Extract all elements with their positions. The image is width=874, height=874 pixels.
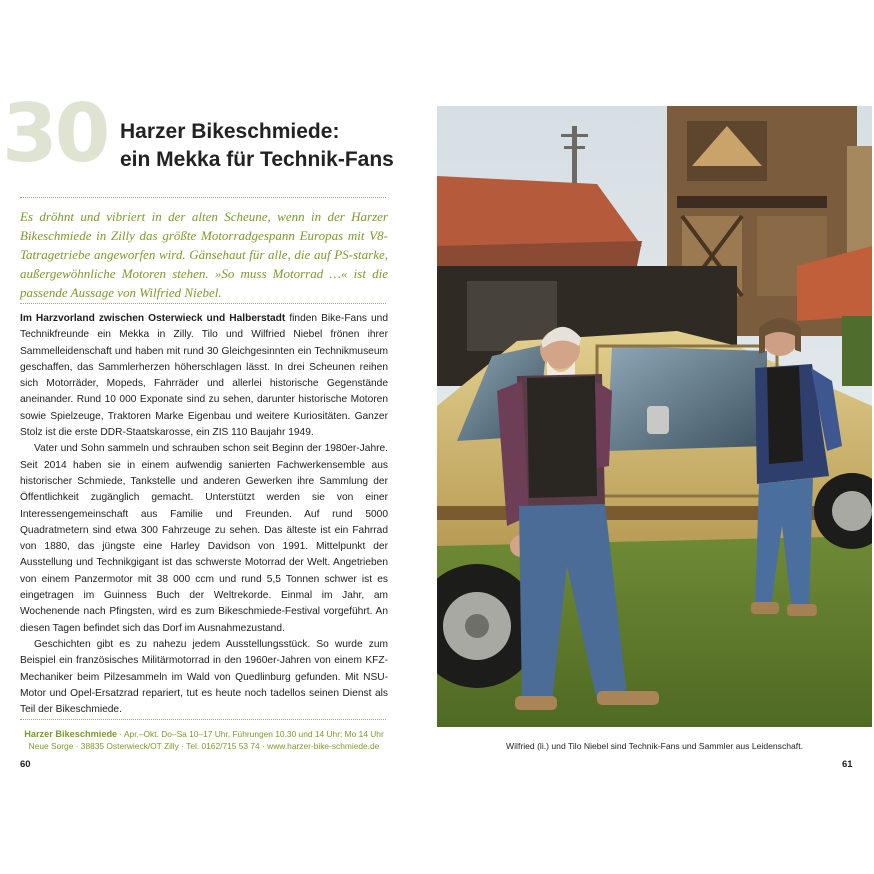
info-separator: · [119,729,122,739]
opening-hours: Apr.–Okt. Do–Sa 10–17 Uhr, Führungen 10.30 und 14 Uhr; Mo 14 Uhr [123,729,384,739]
article-body [20,311,388,718]
photo-caption: Wilfried (li.) und Tilo Niebel sind Technik-Fans und Sammler aus Leidenschaft. [506,741,803,751]
page-title [120,118,400,174]
paragraph-2: Vater und Sohn sammeln und schrauben schon seit Beginn der 1980er-Jahre. Seit 2014 haben sie in einem aufwendig sanierten Fachwerkensemble aus historischer Schmiede, Tankstelle und anderen Gewerken ihre Sammlung der Öffentlichkeit zugänglich gemacht. Unterstützt werden sie von einer Interessengemeinschaft aus Familie und Freunden. Auf rund 5000 Quadratmetern sind etwa 300 Fahrzeuge zu sehen. Das älteste ist ein Fahrrad von 1880, das jüngste eine Harley Davidson von 1991. Mittelpunkt der Ausstellung und Technikgigant ist das schwerste Motorrad der Welt. Angetrieben von einem Panzermotor mit 38 000 ccm und rund 5,5 Tonnen schwer ist es eingetragen im Guinness Buch der Weltrekorde. Einmal im Jahr, am Wochenende nach Pfingsten, wird es zum Bikeschmiede-Festival vorgeführt. An diesen Tagen befindet sich das Dorf im Ausnahmezustand. [20,443,388,634]
venue-address: Neue Sorge · 38835 Osterwieck/OT Zilly · Tel. 0162/715 53 74 · www.harzer-bike-schmiede.de [28,741,380,751]
lead-paragraph: Es dröhnt und vibriert in der alten Scheune, wenn in der Harzer Bikeschmiede in Zilly das größte Motorradgespann Europas mit V8-Tatragetriebe angeworfen wird. Gänsehaut für alle, die auf PS-starke, außergewöhnliche Motoren stehen. »So muss Motorrad …« ist die passende Aussage von Wilfried Niebel. [20,209,388,300]
photo-illustration [437,106,872,727]
title-line-2: ein Mekka für Technik-Fans [120,148,394,171]
intro-rest: finden Bike-Fans und Technikfreunde ein Mekka in Zilly. Tilo und Wilfried Niebel frönen ihrer Sammelleidenschaft und haben mit rund 30 Gleichgesinnten ein Technikmuseum geschaffen, das Sammlerherzen höherschlagen lässt. In drei Scheunen reihen sich Motorräder, Mopeds, Fahrräder und allerlei historische Gegenstände aneinander. Rund 10 000 Exponate sind zu sehen, darunter historische Motoren sowie Spielzeuge, Traktoren Marke Eigenbau und weitere Kuriositäten. Ganzer Stolz ist die erste DDR-Staatskarosse, ein ZIS 110 Baujahr 1949. [20,313,388,439]
photo [437,106,872,727]
paragraph-1 [20,311,388,441]
divider-info [20,719,386,720]
info-box [20,728,388,752]
page-number-right: 61 [842,759,853,770]
title-line-1: Harzer Bikeschmiede: [120,120,340,143]
intro-bold: Im Harzvorland zwischen Osterwieck und Halberstadt [20,313,286,324]
chapter-number: 30 [2,87,108,180]
divider-lead [20,303,386,304]
page-number-left: 60 [20,759,31,770]
divider-top [20,197,386,198]
venue-name: Harzer Bikeschmiede [24,729,118,739]
paragraph-3: Geschichten gibt es zu nahezu jedem Ausstellungsstück. So wurde zum Beispiel ein französisches Militärmotorrad in den 1960er-Jahren von einem KFZ-Mechaniker beim Pilzesammeln im Wald von Quedlinburg gefunden. Mit NSU-Motor und Opel-Ersatzrad repariert, tut es heute noch tadellos seinen Dienst als Teil der Bikeschmiede. [20,638,388,716]
